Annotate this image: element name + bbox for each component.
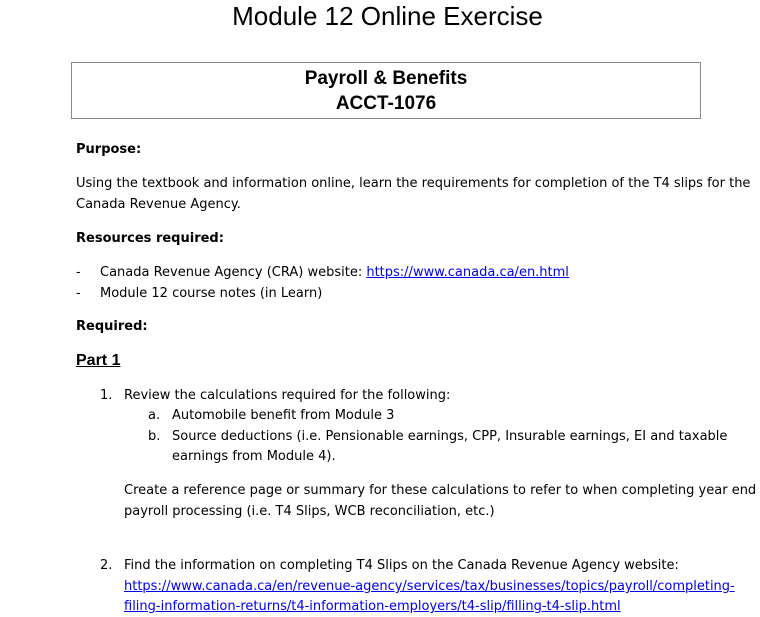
resource-text: Canada Revenue Agency (CRA) website: (100, 265, 367, 280)
sub-item-text-line1: Source deductions (i.e. Pensionable earnings, CPP, Insurable earnings, EI and taxable (172, 429, 728, 444)
list-item-bullet: - (76, 265, 81, 280)
list-item: Module 12 course notes (in Learn) (100, 286, 323, 301)
resources-heading: Resources required: (76, 231, 224, 246)
sub-item-text: Automobile benefit from Module 3 (172, 408, 395, 423)
part1-heading: Part 1 (76, 352, 121, 369)
course-code: ACCT-1076 (335, 93, 437, 114)
cra-website-link[interactable]: https://www.canada.ca/en.html (366, 265, 569, 280)
item-number: 1. (100, 388, 113, 403)
note-line1: Create a reference page or summary for these calculations to refer to when completing year end (124, 483, 757, 498)
course-name: Payroll & Benefits (304, 68, 468, 89)
list-item-bullet: - (76, 286, 81, 301)
note-line2: payroll processing (i.e. T4 Slips, WCB reconciliation, etc.) (124, 504, 495, 519)
purpose-text-line2: Canada Revenue Agency. (76, 197, 241, 212)
required-heading: Required: (76, 319, 148, 334)
purpose-heading: Purpose: (76, 142, 142, 157)
course-header-box (71, 62, 701, 119)
list-item (100, 262, 569, 283)
item-number: 2. (100, 558, 113, 573)
page-title: Module 12 Online Exercise (232, 1, 543, 31)
t4-slip-link-line1[interactable]: https://www.canada.ca/en/revenue-agency/services/tax/businesses/topics/payroll/completing- (124, 579, 735, 594)
t4-slip-link-line2[interactable]: filing-information-returns/t4-information-employers/t4-slip/filling-t4-slip.html (124, 599, 621, 614)
sub-item-letter: b. (148, 429, 161, 444)
purpose-text-line1: Using the textbook and information online, learn the requirements for completion of the T4 slips for the (76, 176, 751, 191)
sub-item-text-line2: earnings from Module 4). (172, 449, 336, 464)
item1-text: Review the calculations required for the following: (124, 388, 451, 403)
item2-text: Find the information on completing T4 Slips on the Canada Revenue Agency website: (124, 558, 679, 573)
sub-item-letter: a. (148, 408, 161, 423)
